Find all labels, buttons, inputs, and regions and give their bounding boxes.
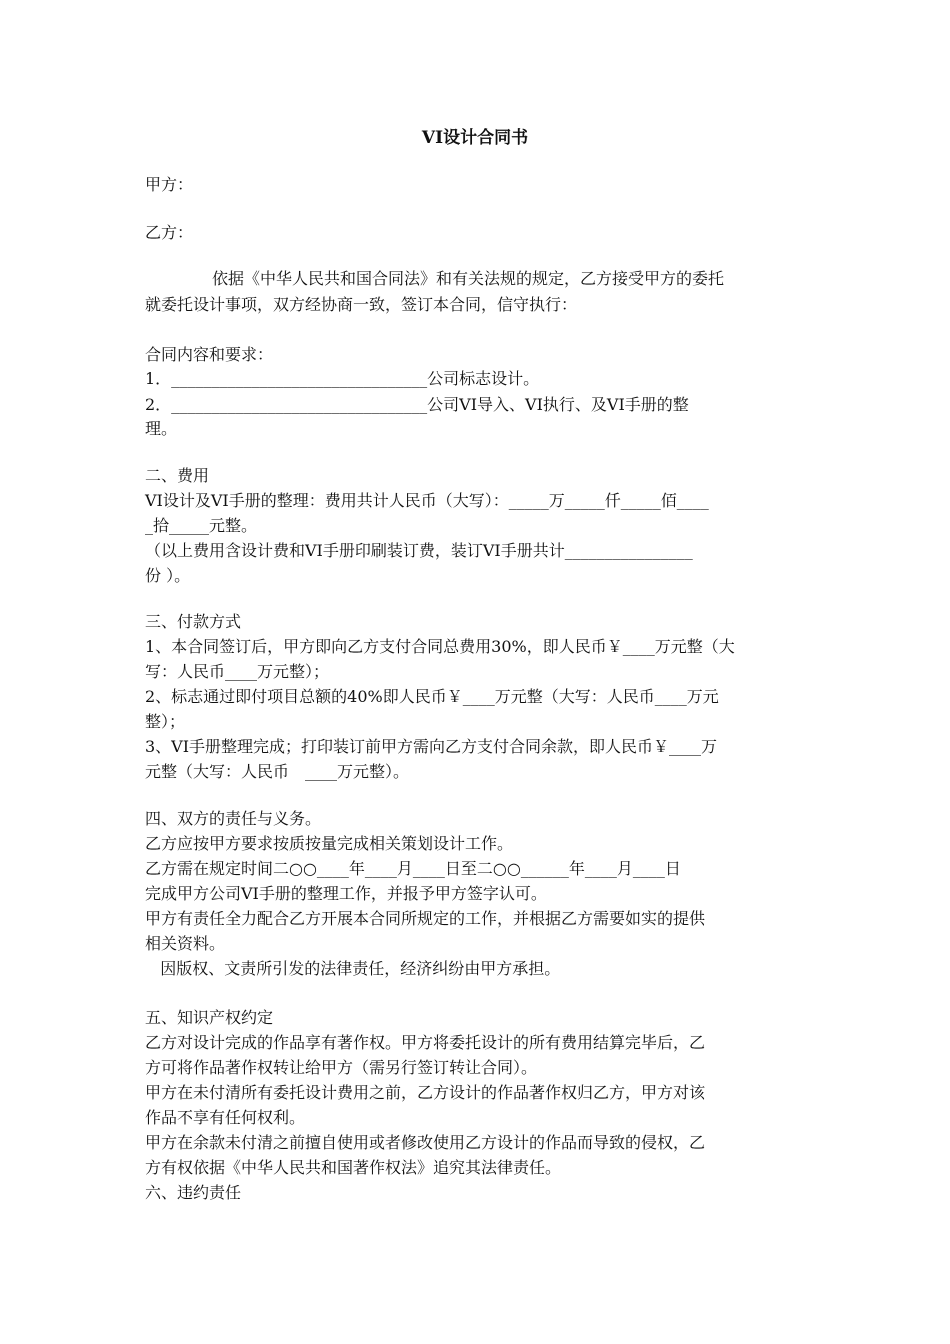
section-6-heading: 六、违约责任 xyxy=(145,1183,242,1202)
section-4-line-5: 相关资料。 xyxy=(145,934,226,953)
section-5-line-1: 乙方对设计完成的作品享有著作权。甲方将委托设计的所有费用结算完毕后，乙 xyxy=(145,1033,706,1052)
section-1-item-2-line-2: 理。 xyxy=(145,419,178,438)
section-5-line-6: 方有权依据《中华人民共和国著作权法》追究其法律责任。 xyxy=(145,1158,562,1177)
section-3-line-1: 1、本合同签订后，甲方即向乙方支付合同总费用30%，即人民币￥____万元整（大 xyxy=(145,637,735,656)
section-2-line-3: （以上费用含设计费和VI手册印刷装订费，装订VI手册共计________________ xyxy=(145,541,693,560)
section-2-line-2: _拾_____元整。 xyxy=(145,516,258,535)
section-1-item-2-line-1: 2．________________________________公司VI导入、VI执行、及VI手册的整 xyxy=(145,395,689,414)
section-5-line-3: 甲方在未付清所有委托设计费用之前，乙方设计的作品著作权归乙方，甲方对该 xyxy=(145,1083,706,1102)
section-5-line-2: 方可将作品著作权转让给甲方（需另行签订转让合同）。 xyxy=(145,1058,538,1077)
section-4-line-1: 乙方应按甲方要求按质按量完成相关策划设计工作。 xyxy=(145,834,514,853)
section-4-line-3: 完成甲方公司VI手册的整理工作，并报予甲方签字认可。 xyxy=(145,884,547,903)
section-4-heading: 四、双方的责任与义务。 xyxy=(145,809,322,828)
section-4-line-6: 因版权、文责所引发的法律责任，经济纠纷由甲方承担。 xyxy=(145,959,561,978)
section-5-heading: 五、知识产权约定 xyxy=(145,1008,274,1027)
section-3-line-2: 写：人民币____万元整）； xyxy=(145,662,330,681)
section-3-heading: 三、付款方式 xyxy=(145,612,242,631)
section-2-line-4: 份 ）。 xyxy=(145,566,191,585)
section-5-line-5: 甲方在余款未付清之前擅自使用或者修改使用乙方设计的作品而导致的侵权，乙 xyxy=(145,1133,706,1152)
section-3-line-5: 3、VI手册整理完成；打印装订前甲方需向乙方支付合同余款，即人民币￥____万 xyxy=(145,737,718,756)
section-5-line-4: 作品不享有任何权利。 xyxy=(145,1108,306,1127)
section-3-line-6: 元整（大写：人民币 ____万元整）。 xyxy=(145,762,410,781)
section-4-line-2: 乙方需在规定时间二○○____年____月____日至二○○______年____月____日 xyxy=(145,859,681,878)
document-title: VI设计合同书 xyxy=(421,128,529,148)
intro-line-2: 就委托设计事项，双方经协商一致，签订本合同，信守执行： xyxy=(145,295,578,314)
section-4-line-4: 甲方有责任全力配合乙方开展本合同所规定的工作，并根据乙方需要如实的提供 xyxy=(145,909,706,928)
party-a-line: 甲方： xyxy=(145,175,194,194)
section-1-item-1: 1．________________________________公司标志设计。 xyxy=(145,369,540,388)
section-2-line-1: VI设计及VI手册的整理：费用共计人民币（大写）：_____万_____仟_____佰____ xyxy=(145,491,709,510)
section-3-line-3: 2、标志通过即付项目总额的40%即人民币￥____万元整（大写：人民币____万元 xyxy=(145,687,719,706)
section-2-heading: 二、费用 xyxy=(145,466,210,485)
section-3-line-4: 整）； xyxy=(145,712,186,731)
section-1-heading: 合同内容和要求： xyxy=(145,345,274,364)
party-b-line: 乙方： xyxy=(145,223,194,242)
intro-line-1: 依据《中华人民共和国合同法》和有关法规的规定，乙方接受甲方的委托 xyxy=(212,269,725,288)
